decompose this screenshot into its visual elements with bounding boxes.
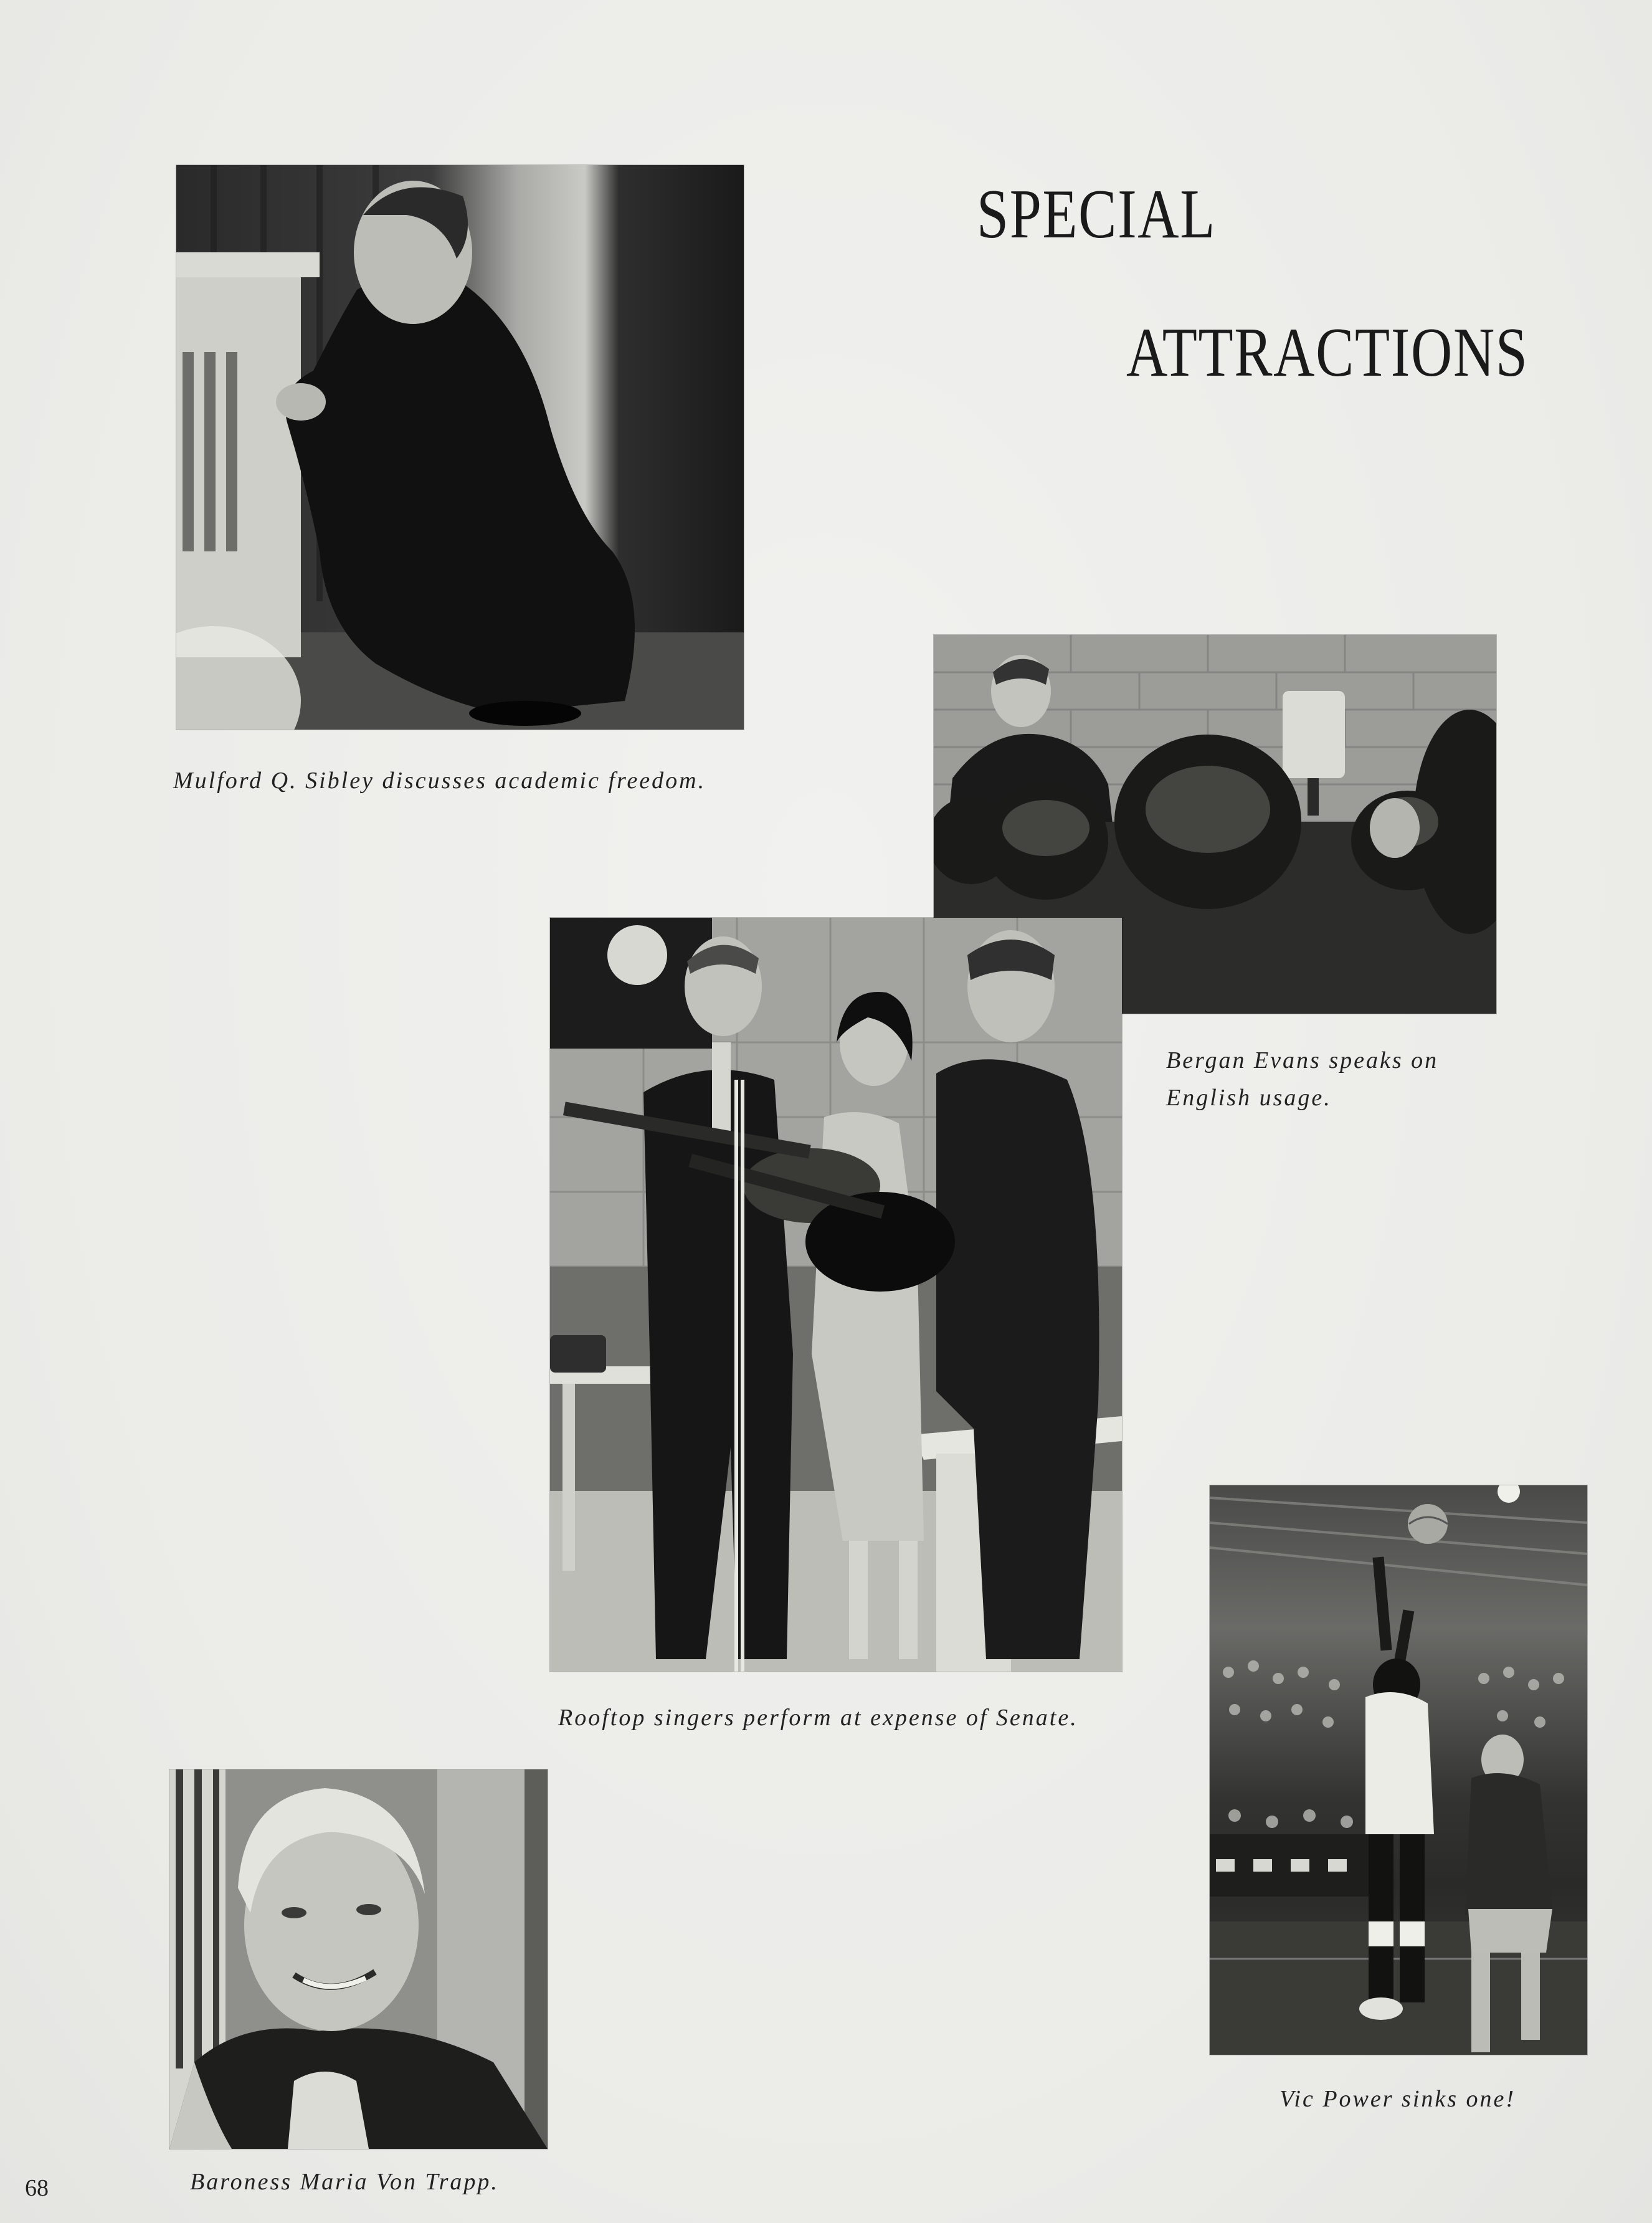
- caption-sibley: Mulford Q. Sibley discusses academic freedom.: [173, 768, 706, 794]
- caption-evans-line1: Bergan Evans speaks on: [1166, 1047, 1439, 1073]
- photo-sibley-image: [176, 165, 744, 730]
- photo-vic-power: [1210, 1485, 1587, 2055]
- photo-sibley: [176, 165, 744, 730]
- photo-rooftop-singers: [550, 918, 1122, 1672]
- photo-von-trapp-image: [169, 1769, 548, 2149]
- caption-rooftop-singers: Rooftop singers perform at expense of Senate.: [558, 1705, 1078, 1731]
- photo-rooftop-singers-image: [550, 918, 1122, 1672]
- page-number: 68: [25, 2175, 49, 2201]
- photo-vic-power-image: [1210, 1485, 1587, 2055]
- page-title-attractions: ATTRACTIONS: [1126, 314, 1529, 391]
- page-title-special: SPECIAL: [977, 176, 1217, 253]
- caption-von-trapp: Baroness Maria Von Trapp.: [190, 2169, 499, 2195]
- caption-vic-power: Vic Power sinks one!: [1279, 2086, 1516, 2112]
- caption-evans-line2: English usage.: [1166, 1085, 1332, 1111]
- photo-von-trapp: [169, 1769, 548, 2149]
